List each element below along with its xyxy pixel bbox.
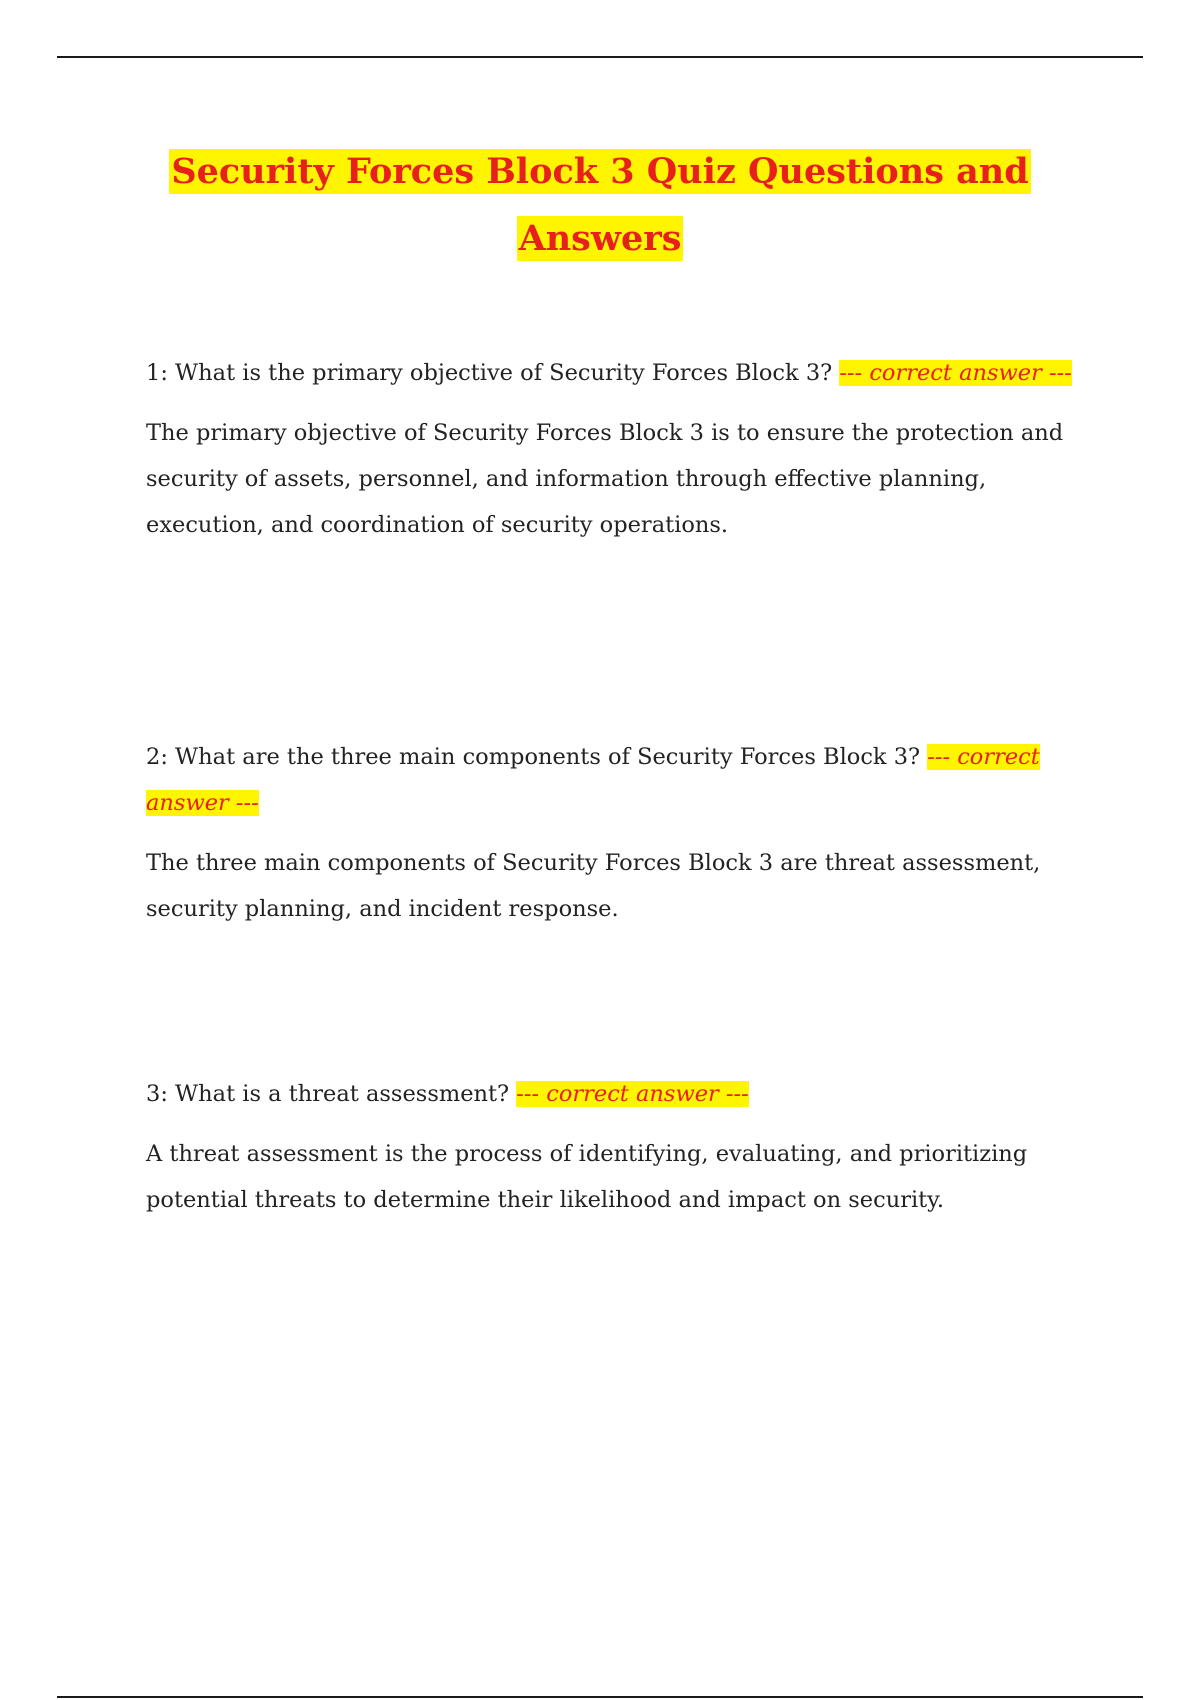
correct-answer-marker-2: --- correct answer --- [146,744,1040,816]
correct-answer-marker-1: --- correct answer --- [839,360,1072,386]
question-1-text: 1: What is the primary objective of Security Forces Block 3? [146,360,833,386]
document-title [120,138,1080,272]
question-3-text: 3: What is a threat assessment? [146,1081,510,1107]
question-2 [146,734,1086,826]
question-3 [146,1071,1086,1117]
question-2-text: 2: What are the three main components of Security Forces Block 3? [146,744,921,770]
answer-1: The primary objective of Security Forces Block 3 is to ensure the protection and security of assets, personnel, and information through effective planning, execution, and coordination of security operations. [146,420,1064,538]
correct-answer-marker-3: --- correct answer --- [516,1081,749,1107]
bottom-rule [57,1696,1143,1698]
top-rule [57,56,1143,58]
answer-3: A threat assessment is the process of identifying, evaluating, and prioritizing potential threats to determine their likelihood and impact on security. [146,1141,1028,1213]
question-1 [146,350,1086,396]
qa-item-1 [146,350,1086,548]
answer-2: The three main components of Security Forces Block 3 are threat assessment, security planning, and incident response. [146,850,1041,922]
qa-item-3 [146,1071,1086,1223]
qa-item-2 [146,734,1086,932]
document-title-text: Security Forces Block 3 Quiz Questions and Answers [171,151,1029,259]
